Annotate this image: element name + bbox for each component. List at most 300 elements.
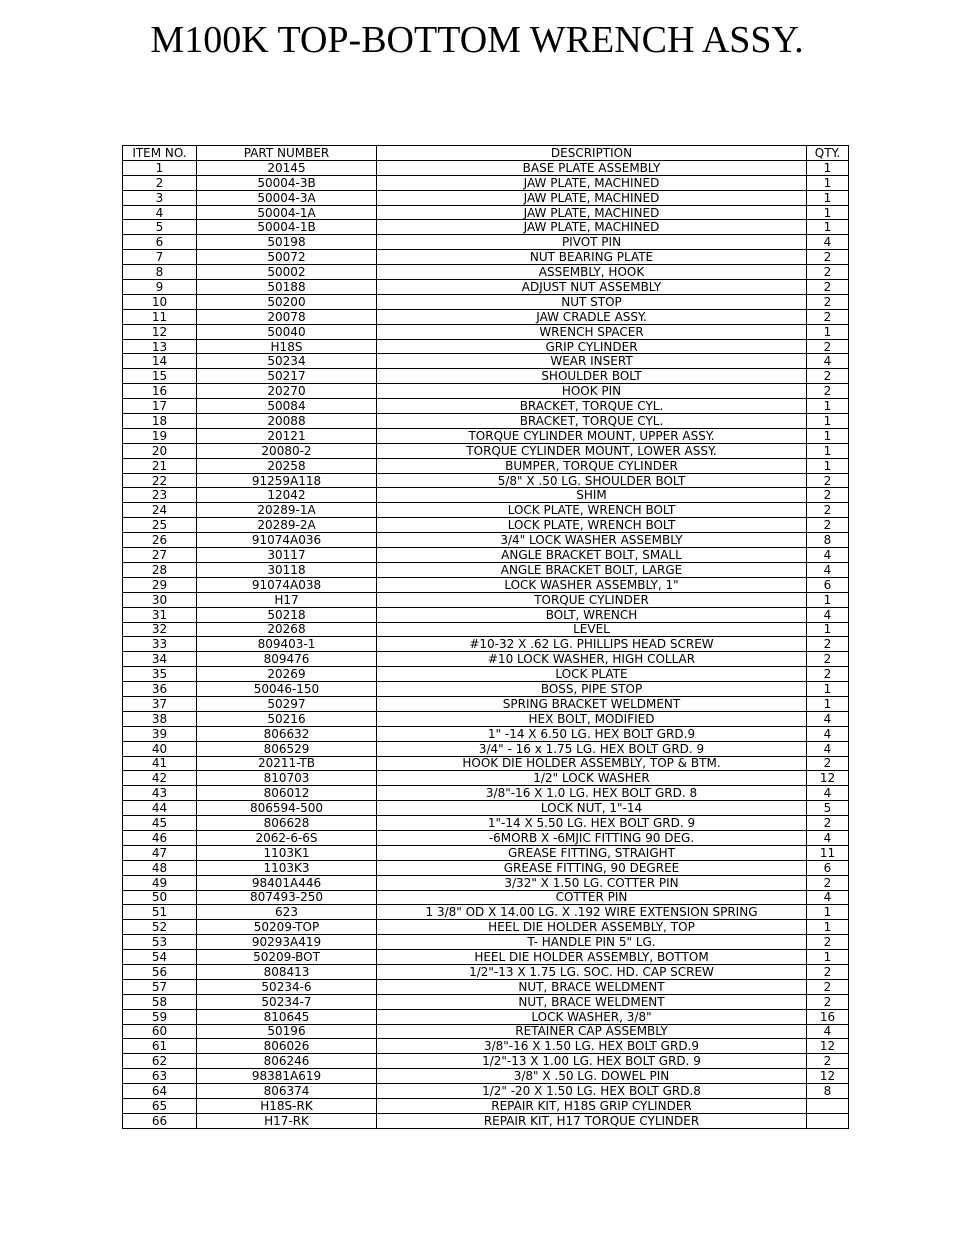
- table-row: [123, 175, 849, 190]
- column-header-description: DESCRIPTION: [377, 146, 807, 161]
- item-no-cell: 14: [123, 354, 197, 369]
- qty-cell: 8: [807, 533, 849, 548]
- part-number-cell: 91074A036: [197, 533, 377, 548]
- table-row: [123, 1069, 849, 1084]
- description-cell: WRENCH SPACER: [377, 324, 807, 339]
- part-number-cell: 20289-2A: [197, 518, 377, 533]
- table-row: [123, 845, 849, 860]
- item-no-cell: 1: [123, 160, 197, 175]
- qty-cell: 1: [807, 592, 849, 607]
- part-number-cell: 50209-TOP: [197, 920, 377, 935]
- table-row: [123, 816, 849, 831]
- table-row: [123, 726, 849, 741]
- part-number-cell: 20145: [197, 160, 377, 175]
- part-number-cell: 50004-3B: [197, 175, 377, 190]
- description-cell: LOCK PLATE: [377, 667, 807, 682]
- item-no-cell: 18: [123, 414, 197, 429]
- description-cell: JAW PLATE, MACHINED: [377, 220, 807, 235]
- part-number-cell: H17-RK: [197, 1113, 377, 1128]
- description-cell: WEAR INSERT: [377, 354, 807, 369]
- item-no-cell: 34: [123, 652, 197, 667]
- table-row: [123, 682, 849, 697]
- part-number-cell: 50188: [197, 280, 377, 295]
- description-cell: NUT STOP: [377, 294, 807, 309]
- table-row: [123, 369, 849, 384]
- item-no-cell: 61: [123, 1039, 197, 1054]
- table-row: [123, 250, 849, 265]
- table-row: [123, 592, 849, 607]
- table-row: [123, 979, 849, 994]
- table-row: [123, 801, 849, 816]
- table-row: [123, 205, 849, 220]
- qty-cell: 2: [807, 637, 849, 652]
- item-no-cell: 7: [123, 250, 197, 265]
- table-body: [123, 160, 849, 1128]
- item-no-cell: 22: [123, 473, 197, 488]
- table-row: [123, 875, 849, 890]
- table-row: [123, 964, 849, 979]
- part-number-cell: 90293A419: [197, 935, 377, 950]
- description-cell: 5/8" X .50 LG. SHOULDER BOLT: [377, 473, 807, 488]
- part-number-cell: 806374: [197, 1084, 377, 1099]
- item-no-cell: 60: [123, 1024, 197, 1039]
- description-cell: REPAIR KIT, H17 TORQUE CYLINDER: [377, 1113, 807, 1128]
- qty-cell: 4: [807, 741, 849, 756]
- item-no-cell: 8: [123, 265, 197, 280]
- item-no-cell: 6: [123, 235, 197, 250]
- item-no-cell: 35: [123, 667, 197, 682]
- table-row: [123, 235, 849, 250]
- description-cell: JAW CRADLE ASSY.: [377, 309, 807, 324]
- item-no-cell: 20: [123, 443, 197, 458]
- description-cell: 1"-14 X 5.50 LG. HEX BOLT GRD. 9: [377, 816, 807, 831]
- qty-cell: 1: [807, 220, 849, 235]
- qty-cell: 2: [807, 935, 849, 950]
- table-row: [123, 294, 849, 309]
- description-cell: 1" -14 X 6.50 LG. HEX BOLT GRD.9: [377, 726, 807, 741]
- description-cell: HEEL DIE HOLDER ASSEMBLY, TOP: [377, 920, 807, 935]
- item-no-cell: 63: [123, 1069, 197, 1084]
- qty-cell: 1: [807, 458, 849, 473]
- item-no-cell: 33: [123, 637, 197, 652]
- description-cell: BRACKET, TORQUE CYL.: [377, 399, 807, 414]
- item-no-cell: 10: [123, 294, 197, 309]
- qty-cell: 2: [807, 339, 849, 354]
- part-number-cell: 50072: [197, 250, 377, 265]
- item-no-cell: 16: [123, 384, 197, 399]
- item-no-cell: 52: [123, 920, 197, 935]
- description-cell: BOLT, WRENCH: [377, 607, 807, 622]
- item-no-cell: 4: [123, 205, 197, 220]
- item-no-cell: 49: [123, 875, 197, 890]
- description-cell: HEX BOLT, MODIFIED: [377, 711, 807, 726]
- description-cell: LOCK PLATE, WRENCH BOLT: [377, 503, 807, 518]
- qty-cell: 4: [807, 786, 849, 801]
- item-no-cell: 25: [123, 518, 197, 533]
- part-number-cell: 20270: [197, 384, 377, 399]
- column-header-qty: QTY.: [807, 146, 849, 161]
- description-cell: NUT, BRACE WELDMENT: [377, 994, 807, 1009]
- table-row: [123, 473, 849, 488]
- part-number-cell: 806628: [197, 816, 377, 831]
- qty-cell: 2: [807, 816, 849, 831]
- description-cell: LOCK WASHER ASSEMBLY, 1": [377, 577, 807, 592]
- qty-cell: 2: [807, 488, 849, 503]
- description-cell: 1/2"-13 X 1.75 LG. SOC. HD. CAP SCREW: [377, 964, 807, 979]
- table-row: [123, 354, 849, 369]
- part-number-cell: 50004-1A: [197, 205, 377, 220]
- qty-cell: 1: [807, 920, 849, 935]
- item-no-cell: 59: [123, 1009, 197, 1024]
- description-cell: REPAIR KIT, H18S GRIP CYLINDER: [377, 1099, 807, 1114]
- qty-cell: 1: [807, 190, 849, 205]
- description-cell: LEVEL: [377, 622, 807, 637]
- table-row: [123, 533, 849, 548]
- part-number-cell: 806529: [197, 741, 377, 756]
- item-no-cell: 9: [123, 280, 197, 295]
- table-row: [123, 324, 849, 339]
- part-number-cell: 623: [197, 905, 377, 920]
- description-cell: GREASE FITTING, 90 DEGREE: [377, 860, 807, 875]
- item-no-cell: 47: [123, 845, 197, 860]
- item-no-cell: 42: [123, 771, 197, 786]
- table-row: [123, 1113, 849, 1128]
- table-row: [123, 741, 849, 756]
- qty-cell: 8: [807, 1084, 849, 1099]
- qty-cell: 12: [807, 771, 849, 786]
- parts-table: [122, 145, 849, 1129]
- qty-cell: 2: [807, 875, 849, 890]
- part-number-cell: 810703: [197, 771, 377, 786]
- item-no-cell: 56: [123, 964, 197, 979]
- item-no-cell: 62: [123, 1054, 197, 1069]
- description-cell: ANGLE BRACKET BOLT, SMALL: [377, 548, 807, 563]
- description-cell: 3/8"-16 X 1.50 LG. HEX BOLT GRD.9: [377, 1039, 807, 1054]
- part-number-cell: 20269: [197, 667, 377, 682]
- part-number-cell: 807493-250: [197, 890, 377, 905]
- table-row: [123, 652, 849, 667]
- description-cell: SHOULDER BOLT: [377, 369, 807, 384]
- part-number-cell: 20088: [197, 414, 377, 429]
- table-row: [123, 548, 849, 563]
- qty-cell: 2: [807, 384, 849, 399]
- qty-cell: 2: [807, 994, 849, 1009]
- description-cell: BASE PLATE ASSEMBLY: [377, 160, 807, 175]
- part-number-cell: 50217: [197, 369, 377, 384]
- qty-cell: 2: [807, 265, 849, 280]
- table-row: [123, 1099, 849, 1114]
- part-number-cell: 20078: [197, 309, 377, 324]
- part-number-cell: 810645: [197, 1009, 377, 1024]
- part-number-cell: 50218: [197, 607, 377, 622]
- qty-cell: 1: [807, 950, 849, 965]
- item-no-cell: 44: [123, 801, 197, 816]
- description-cell: COTTER PIN: [377, 890, 807, 905]
- item-no-cell: 3: [123, 190, 197, 205]
- qty-cell: 1: [807, 399, 849, 414]
- table-row: [123, 399, 849, 414]
- table-row: [123, 428, 849, 443]
- qty-cell: 2: [807, 518, 849, 533]
- table-row: [123, 1024, 849, 1039]
- qty-cell: 2: [807, 473, 849, 488]
- part-number-cell: 808413: [197, 964, 377, 979]
- description-cell: GREASE FITTING, STRAIGHT: [377, 845, 807, 860]
- table-row: [123, 696, 849, 711]
- table-row: [123, 265, 849, 280]
- qty-cell: 2: [807, 250, 849, 265]
- description-cell: LOCK PLATE, WRENCH BOLT: [377, 518, 807, 533]
- description-cell: 1/2" -20 X 1.50 LG. HEX BOLT GRD.8: [377, 1084, 807, 1099]
- item-no-cell: 13: [123, 339, 197, 354]
- qty-cell: 2: [807, 294, 849, 309]
- table-row: [123, 1009, 849, 1024]
- table-row: [123, 622, 849, 637]
- description-cell: ASSEMBLY, HOOK: [377, 265, 807, 280]
- item-no-cell: 64: [123, 1084, 197, 1099]
- part-number-cell: 98381A619: [197, 1069, 377, 1084]
- table-row: [123, 384, 849, 399]
- table-row: [123, 860, 849, 875]
- description-cell: NUT BEARING PLATE: [377, 250, 807, 265]
- qty-cell: 6: [807, 860, 849, 875]
- item-no-cell: 50: [123, 890, 197, 905]
- part-number-cell: 50196: [197, 1024, 377, 1039]
- description-cell: HEEL DIE HOLDER ASSEMBLY, BOTTOM: [377, 950, 807, 965]
- item-no-cell: 17: [123, 399, 197, 414]
- qty-cell: 1: [807, 905, 849, 920]
- part-number-cell: 30117: [197, 548, 377, 563]
- description-cell: T- HANDLE PIN 5" LG.: [377, 935, 807, 950]
- table-row: [123, 280, 849, 295]
- item-no-cell: 15: [123, 369, 197, 384]
- part-number-cell: 50216: [197, 711, 377, 726]
- part-number-cell: H18S-RK: [197, 1099, 377, 1114]
- table-row: [123, 414, 849, 429]
- qty-cell: 2: [807, 369, 849, 384]
- part-number-cell: 12042: [197, 488, 377, 503]
- qty-cell: 4: [807, 711, 849, 726]
- part-number-cell: 1103K1: [197, 845, 377, 860]
- item-no-cell: 11: [123, 309, 197, 324]
- table-row: [123, 443, 849, 458]
- qty-cell: 6: [807, 577, 849, 592]
- item-no-cell: 36: [123, 682, 197, 697]
- description-cell: JAW PLATE, MACHINED: [377, 175, 807, 190]
- table-row: [123, 607, 849, 622]
- column-header-part-number: PART NUMBER: [197, 146, 377, 161]
- table-row: [123, 935, 849, 950]
- description-cell: TORQUE CYLINDER MOUNT, LOWER ASSY.: [377, 443, 807, 458]
- table-row: [123, 637, 849, 652]
- part-number-cell: 806246: [197, 1054, 377, 1069]
- table-row: [123, 339, 849, 354]
- part-number-cell: 50040: [197, 324, 377, 339]
- qty-cell: 5: [807, 801, 849, 816]
- part-number-cell: 50046-150: [197, 682, 377, 697]
- description-cell: 3/32" X 1.50 LG. COTTER PIN: [377, 875, 807, 890]
- part-number-cell: H18S: [197, 339, 377, 354]
- table-row: [123, 458, 849, 473]
- description-cell: LOCK NUT, 1"-14: [377, 801, 807, 816]
- item-no-cell: 48: [123, 860, 197, 875]
- item-no-cell: 23: [123, 488, 197, 503]
- qty-cell: 2: [807, 652, 849, 667]
- item-no-cell: 38: [123, 711, 197, 726]
- item-no-cell: 54: [123, 950, 197, 965]
- page-title: M100K TOP-BOTTOM WRENCH ASSY.: [150, 19, 804, 61]
- part-number-cell: 1103K3: [197, 860, 377, 875]
- description-cell: ANGLE BRACKET BOLT, LARGE: [377, 562, 807, 577]
- part-number-cell: 20121: [197, 428, 377, 443]
- item-no-cell: 24: [123, 503, 197, 518]
- table-row: [123, 756, 849, 771]
- item-no-cell: 46: [123, 830, 197, 845]
- part-number-cell: 50234: [197, 354, 377, 369]
- description-cell: 1 3/8" OD X 14.00 LG. X .192 WIRE EXTENSION SPRING: [377, 905, 807, 920]
- table-row: [123, 1054, 849, 1069]
- qty-cell: [807, 1099, 849, 1114]
- item-no-cell: 53: [123, 935, 197, 950]
- description-cell: 1/2" LOCK WASHER: [377, 771, 807, 786]
- table-row: [123, 1084, 849, 1099]
- item-no-cell: 51: [123, 905, 197, 920]
- item-no-cell: 39: [123, 726, 197, 741]
- qty-cell: 2: [807, 979, 849, 994]
- qty-cell: 1: [807, 324, 849, 339]
- part-number-cell: 20258: [197, 458, 377, 473]
- description-cell: BOSS, PIPE STOP: [377, 682, 807, 697]
- item-no-cell: 21: [123, 458, 197, 473]
- qty-cell: 12: [807, 1069, 849, 1084]
- part-number-cell: 98401A446: [197, 875, 377, 890]
- qty-cell: [807, 1113, 849, 1128]
- description-cell: SHIM: [377, 488, 807, 503]
- qty-cell: 2: [807, 309, 849, 324]
- part-number-cell: H17: [197, 592, 377, 607]
- description-cell: HOOK DIE HOLDER ASSEMBLY, TOP & BTM.: [377, 756, 807, 771]
- description-cell: RETAINER CAP ASSEMBLY: [377, 1024, 807, 1039]
- qty-cell: 1: [807, 443, 849, 458]
- part-number-cell: 806632: [197, 726, 377, 741]
- table-row: [123, 994, 849, 1009]
- table-row: [123, 786, 849, 801]
- description-cell: JAW PLATE, MACHINED: [377, 190, 807, 205]
- part-number-cell: 20080-2: [197, 443, 377, 458]
- table-row: [123, 771, 849, 786]
- item-no-cell: 66: [123, 1113, 197, 1128]
- description-cell: PIVOT PIN: [377, 235, 807, 250]
- description-cell: LOCK WASHER, 3/8": [377, 1009, 807, 1024]
- description-cell: BUMPER, TORQUE CYLINDER: [377, 458, 807, 473]
- description-cell: #10 LOCK WASHER, HIGH COLLAR: [377, 652, 807, 667]
- table-row: [123, 562, 849, 577]
- description-cell: 3/8" X .50 LG. DOWEL PIN: [377, 1069, 807, 1084]
- table-row: [123, 1039, 849, 1054]
- item-no-cell: 28: [123, 562, 197, 577]
- part-number-cell: 91259A118: [197, 473, 377, 488]
- description-cell: HOOK PIN: [377, 384, 807, 399]
- item-no-cell: 12: [123, 324, 197, 339]
- item-no-cell: 57: [123, 979, 197, 994]
- table-row: [123, 488, 849, 503]
- item-no-cell: 30: [123, 592, 197, 607]
- part-number-cell: 809476: [197, 652, 377, 667]
- table-row: [123, 309, 849, 324]
- table-row: [123, 577, 849, 592]
- qty-cell: 4: [807, 726, 849, 741]
- table-row: [123, 890, 849, 905]
- part-number-cell: 50297: [197, 696, 377, 711]
- qty-cell: 2: [807, 280, 849, 295]
- qty-cell: 2: [807, 667, 849, 682]
- table-header-row: [123, 146, 849, 161]
- table-row: [123, 950, 849, 965]
- item-no-cell: 19: [123, 428, 197, 443]
- table-row: [123, 503, 849, 518]
- description-cell: 3/4" LOCK WASHER ASSEMBLY: [377, 533, 807, 548]
- item-no-cell: 45: [123, 816, 197, 831]
- item-no-cell: 27: [123, 548, 197, 563]
- item-no-cell: 2: [123, 175, 197, 190]
- table-row: [123, 920, 849, 935]
- part-number-cell: 50002: [197, 265, 377, 280]
- part-number-cell: 20289-1A: [197, 503, 377, 518]
- description-cell: #10-32 X .62 LG. PHILLIPS HEAD SCREW: [377, 637, 807, 652]
- qty-cell: 1: [807, 414, 849, 429]
- qty-cell: 2: [807, 1054, 849, 1069]
- qty-cell: 1: [807, 160, 849, 175]
- qty-cell: 4: [807, 890, 849, 905]
- description-cell: 1/2"-13 X 1.00 LG. HEX BOLT GRD. 9: [377, 1054, 807, 1069]
- qty-cell: 4: [807, 1024, 849, 1039]
- qty-cell: 4: [807, 562, 849, 577]
- part-number-cell: 2062-6-6S: [197, 830, 377, 845]
- description-cell: TORQUE CYLINDER: [377, 592, 807, 607]
- part-number-cell: 50234-6: [197, 979, 377, 994]
- qty-cell: 1: [807, 696, 849, 711]
- item-no-cell: 41: [123, 756, 197, 771]
- column-header-item-no: ITEM NO.: [123, 146, 197, 161]
- qty-cell: 4: [807, 235, 849, 250]
- qty-cell: 4: [807, 354, 849, 369]
- description-cell: SPRING BRACKET WELDMENT: [377, 696, 807, 711]
- item-no-cell: 29: [123, 577, 197, 592]
- part-number-cell: 809403-1: [197, 637, 377, 652]
- item-no-cell: 37: [123, 696, 197, 711]
- description-cell: 3/4" - 16 x 1.75 LG. HEX BOLT GRD. 9: [377, 741, 807, 756]
- item-no-cell: 5: [123, 220, 197, 235]
- part-number-cell: 50084: [197, 399, 377, 414]
- table-row: [123, 160, 849, 175]
- qty-cell: 1: [807, 205, 849, 220]
- part-number-cell: 806026: [197, 1039, 377, 1054]
- part-number-cell: 50209-BOT: [197, 950, 377, 965]
- part-number-cell: 50198: [197, 235, 377, 250]
- table-row: [123, 220, 849, 235]
- qty-cell: 11: [807, 845, 849, 860]
- qty-cell: 1: [807, 175, 849, 190]
- qty-cell: 1: [807, 428, 849, 443]
- qty-cell: 16: [807, 1009, 849, 1024]
- item-no-cell: 58: [123, 994, 197, 1009]
- item-no-cell: 65: [123, 1099, 197, 1114]
- table-row: [123, 830, 849, 845]
- part-number-cell: 20211-TB: [197, 756, 377, 771]
- description-cell: NUT, BRACE WELDMENT: [377, 979, 807, 994]
- qty-cell: 1: [807, 622, 849, 637]
- qty-cell: 2: [807, 503, 849, 518]
